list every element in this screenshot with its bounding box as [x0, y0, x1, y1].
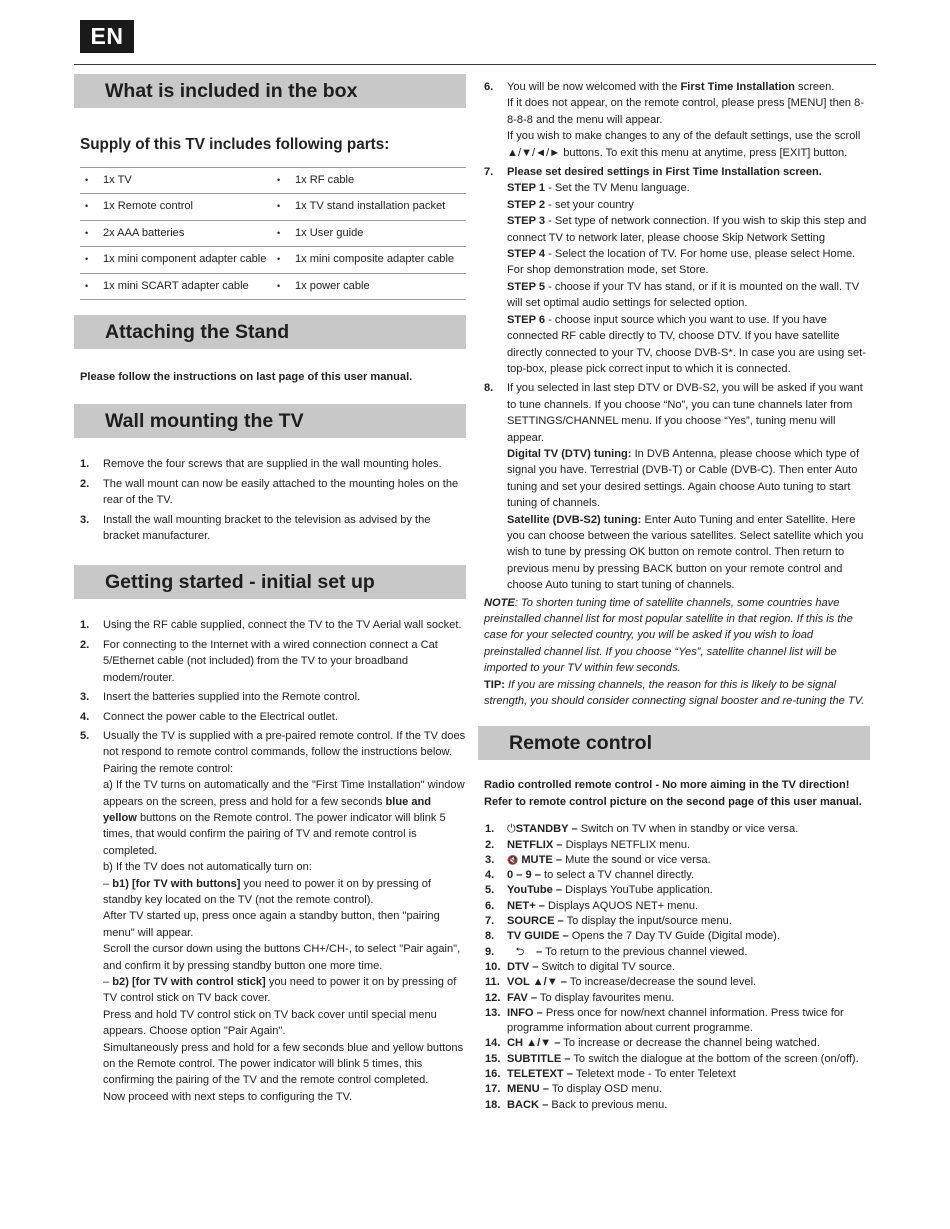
text-run: you need to power it on by pressing of TV control stick on TV back cover. [103, 976, 457, 1005]
step-text: The wall mount can now be easily attached to the mounting holes on the rear of the TV. [103, 477, 459, 507]
list-item [484, 1036, 870, 1051]
step-text: For connecting to the Internet with a wired connection connect a Cat 5/Ethernet cable (not included) from the TV to your broadband modem/router. [103, 638, 438, 684]
step-paragraph [507, 512, 870, 594]
item-number: 2. [485, 838, 495, 851]
bullet: • [272, 220, 295, 246]
key-label: YouTube – [507, 884, 563, 897]
key-label: TV GUIDE – [507, 930, 569, 943]
part-item: 1x TV stand installation packet [295, 194, 466, 220]
list-item [484, 868, 870, 883]
list-item [80, 512, 466, 545]
section-heading-stand: Attaching the Stand [74, 315, 466, 349]
key-label: NET+ – [507, 899, 545, 912]
note-label: NOTE [484, 596, 515, 609]
part-item: 1x RF cable [295, 168, 466, 194]
item-number: 6. [485, 899, 495, 912]
list-item [484, 380, 870, 593]
step-label: STEP 1 [507, 182, 546, 195]
key-label: MENU – [507, 1083, 549, 1096]
section-heading-wall: Wall mounting the TV [74, 404, 466, 438]
key-label: CH ▲/▼ – [507, 1037, 561, 1050]
key-description: Displays AQUOS NET+ menu. [548, 899, 699, 912]
emphasis: b2) [for TV with control stick] [112, 976, 266, 988]
note-text: : To shorten tuning time of satellite channels, some countries have preinstalled channel list for most popular satellite in that region. If this is the case for your selected country, you will be asked if you wish to load preinstalled channel list. If you choose “Yes”, satellite channel list will be imported to your TV within few seconds. [484, 596, 853, 675]
setup-steps-right [484, 79, 870, 594]
list-item [484, 883, 870, 898]
part-item: 2x AAA batteries [103, 220, 272, 246]
mute-icon: 🔇 [507, 854, 519, 865]
remote-intro: Radio controlled remote control - No more aiming in the TV direction! Refer to remote control picture on the second page of this user manual. [484, 779, 862, 808]
key-description: Switch on TV when in standby or vice versa. [580, 823, 799, 836]
step-number: 3. [80, 513, 90, 526]
item-number: 1. [485, 823, 495, 836]
key-label: DTV – [507, 960, 539, 973]
list-item [80, 617, 466, 633]
emphasis: b1) [for TV with buttons] [112, 877, 241, 890]
step-paragraph [507, 79, 870, 95]
list-item [484, 1052, 870, 1067]
step-number: 2. [80, 638, 90, 651]
table-row [80, 168, 466, 194]
key-description: Back to previous menu. [551, 1098, 668, 1111]
key-description: to select a TV channel directly. [544, 869, 695, 882]
key-label: MUTE – [521, 853, 562, 866]
key-description: Displays YouTube application. [565, 884, 713, 897]
list-item [484, 975, 870, 990]
list-item [80, 637, 466, 686]
section-heading-remote: Remote control [478, 726, 870, 760]
step-paragraph [103, 777, 466, 859]
item-number: 18. [485, 1098, 501, 1111]
step-text: Pairing the remote control: [103, 762, 234, 775]
list-item [484, 945, 870, 960]
list-item [80, 456, 466, 472]
emphasis: First Time Installation [680, 81, 795, 93]
item-number: 7. [485, 915, 495, 928]
list-item [484, 853, 870, 868]
text-run: a) If the TV turns on automatically and the "First Time Installation" window appears on the screen, press and hold for a few seconds [103, 779, 465, 808]
part-item: 1x mini composite adapter cable [295, 247, 466, 273]
tip-label: TIP: [484, 678, 505, 691]
step-paragraph [507, 180, 870, 196]
key-label: – [536, 945, 543, 958]
step-text: b) If the TV does not automatically turn on: [103, 861, 312, 874]
list-item [484, 1006, 870, 1037]
power-icon: ⏻ [507, 823, 516, 836]
step-paragraph [103, 974, 466, 1007]
list-item [484, 899, 870, 914]
emphasis: blue and yellow [103, 795, 432, 824]
part-item: 1x mini SCART adapter cable [103, 273, 272, 299]
step-label: STEP 4 [507, 248, 546, 261]
list-item [484, 164, 870, 377]
language-badge: EN [80, 20, 134, 53]
item-number: 3. [485, 853, 495, 866]
box-subheading: Supply of this TV includes following parts: [80, 136, 390, 153]
step-label: STEP 6 [507, 313, 546, 326]
table-row [80, 220, 466, 246]
part-item: 1x Remote control [103, 194, 272, 220]
list-item [484, 1098, 870, 1113]
step-label: Digital TV (DTV) tuning: [507, 447, 632, 460]
parts-table [80, 167, 466, 300]
tip-paragraph [484, 677, 870, 710]
item-number: 11. [485, 976, 500, 989]
key-label: BACK – [507, 1098, 549, 1111]
text-run: - choose input source which you want to use. If you have connected RF cable directly to TV, choose DTV. If you have satellite directly connected to your TV, choose DVB-S*. In case you are using set-top-box, please pick correct input to which it is connected. [507, 313, 866, 375]
part-item: 1x TV [103, 168, 272, 194]
text-run: – [103, 877, 110, 890]
key-label: FAV – [507, 991, 538, 1004]
key-description: To display the input/source menu. [566, 915, 732, 928]
key-label: SUBTITLE – [507, 1052, 571, 1065]
bullet: • [272, 168, 295, 194]
step-text: If you selected in last step DTV or DVB-S2, you will be asked if you want to tune channels. If you choose “No”, you can tune channels later from SETTINGS/CHANNEL menu. If you choose “Yes”, tuning menu will appear. [507, 382, 863, 444]
step-number: 6. [484, 81, 494, 93]
step-number: 5. [80, 729, 90, 742]
item-number: 15. [485, 1052, 501, 1065]
step-label: STEP 2 [507, 198, 546, 211]
key-description: To switch the dialogue at the bottom of the screen (on/off). [573, 1052, 859, 1065]
item-number: 5. [485, 884, 495, 897]
note-paragraph [484, 595, 854, 677]
text-run: screen. [798, 81, 835, 93]
list-item [484, 822, 870, 837]
step-text: Press and hold TV control stick on TV back cover until special menu appears. Choose option "Pair Again". [103, 1008, 437, 1038]
section-heading-setup: Getting started - initial set up [74, 565, 466, 599]
text-run: You will be now welcomed with the [507, 81, 678, 93]
right-column [478, 74, 870, 1113]
step-text: Connect the power cable to the Electrical outlet. [103, 710, 338, 723]
bullet: • [272, 273, 295, 299]
step-number: 1. [80, 619, 90, 632]
key-label: INFO – [507, 1006, 543, 1019]
step-number: 1. [80, 458, 90, 471]
key-label: VOL ▲/▼ – [507, 976, 567, 989]
list-item [80, 709, 466, 725]
step-text: Simultaneously press and hold for a few seconds blue and yellow buttons on the Remote control. The power indicator will blink 5 times, this confirming the pairing of the TV and the remote control completed. [103, 1041, 464, 1087]
part-item: 1x User guide [295, 220, 466, 246]
left-column [74, 74, 466, 1105]
step-label: STEP 3 [507, 215, 546, 228]
bullet: • [80, 220, 103, 246]
text-run: buttons on the Remote control. The power indicator will blink 5 times, that would confirm the pairing of TV and remote control is completed. [103, 811, 446, 857]
step-text: Now proceed with next steps to configuring the TV. [103, 1090, 353, 1103]
key-label: 0 – 9 – [507, 869, 541, 882]
key-description: Press once for now/next channel information. Press twice for programme information about current programme. [507, 1006, 844, 1035]
key-description: To increase/decrease the sound level. [569, 976, 757, 989]
part-item: 1x mini component adapter cable [103, 247, 272, 273]
item-number: 13. [485, 1006, 501, 1019]
list-item [80, 728, 466, 1105]
step-text: If you wish to make changes to any of the default settings, use the scroll ▲/▼/◄/► buttons. To exit this menu at anytime, press [EXIT] button. [507, 130, 861, 159]
return-icon: ⮌ [515, 945, 525, 958]
key-label: SOURCE – [507, 915, 564, 928]
list-item [80, 689, 466, 705]
bullet: • [272, 247, 295, 273]
text-run: – [103, 976, 110, 988]
list-item [484, 79, 870, 161]
step-label: Satellite (DVB-S2) tuning: [507, 513, 642, 526]
list-item [484, 1067, 870, 1082]
item-number: 10. [485, 960, 501, 973]
header-rule [74, 64, 876, 65]
bullet: • [272, 194, 295, 220]
key-label: NETFLIX – [507, 838, 563, 851]
step-paragraph [507, 197, 870, 213]
step-paragraph [507, 246, 870, 279]
list-item [484, 838, 870, 853]
text-run: - Select the location of TV. For home use, please select Home. For shop demonstration mode, set Store. [507, 248, 856, 277]
step-number: 4. [80, 710, 90, 723]
item-number: 14. [485, 1037, 501, 1050]
list-item [484, 1082, 870, 1097]
part-item: 1x power cable [295, 273, 466, 299]
key-description: To increase or decrease the channel being watched. [563, 1037, 820, 1050]
setup-steps-left [80, 617, 466, 1105]
key-description: Switch to digital TV source. [541, 960, 676, 973]
step-number: 8. [484, 382, 494, 395]
text-run: - set your country [548, 198, 634, 211]
text-run: - Set the TV Menu language. [548, 182, 690, 195]
key-description: To display favourites menu. [539, 991, 675, 1004]
step-paragraph [507, 312, 870, 378]
text-run: Enter Auto Tuning and enter Satellite. Here you can choose between the various satellites. Select satellite which you wish to tune by pressing OK button on remote control. Then return to previous menu by pressing BACK button on your remote control and choose Auto tuning to start tuning of channels. [507, 513, 864, 592]
wall-steps [80, 456, 466, 544]
section-heading-box: What is included in the box [74, 74, 466, 108]
step-number: 3. [80, 691, 90, 704]
step-paragraph [507, 279, 870, 312]
text-run: - Set type of network connection. If you wish to skip this step and connect TV to network later, please choose Skip Network Setting [507, 215, 867, 244]
step-text: Scroll the cursor down using the buttons CH+/CH-, to select "Pair again", and confirm it by pressing standby button one more time. [103, 943, 461, 972]
item-number: 17. [485, 1083, 501, 1096]
key-description: Mute the sound or vice versa. [565, 853, 711, 866]
key-description: Displays NETFLIX menu. [565, 838, 691, 851]
text-run: In DVB Antenna, please choose which type of signal you have. Terrestrial (DVB-T) or Cable (DVB-C). Then enter Auto tuning and set your desired settings. Again choose Auto tuning to start tuning of channels. [507, 447, 860, 510]
step-paragraph [507, 213, 870, 246]
step-text: Remove the four screws that are supplied in the wall mounting holes. [103, 458, 442, 471]
key-label: TELETEXT – [507, 1068, 573, 1080]
list-item [80, 476, 466, 509]
step-text: After TV started up, press once again a standby button, then "pairing menu" will appear. [103, 910, 440, 939]
bullet: • [80, 273, 103, 299]
table-row [80, 273, 466, 299]
tip-text: If you are missing channels, the reason for this is likely to be signal strength, you should consider connecting signal booster and re-tuning the TV. [484, 678, 865, 708]
list-item [484, 991, 870, 1006]
remote-buttons-list [484, 822, 870, 1113]
bullet: • [80, 247, 103, 273]
table-row [80, 194, 466, 220]
item-number: 12. [485, 991, 501, 1004]
table-row [80, 247, 466, 273]
step-label: STEP 5 [507, 280, 546, 293]
item-number: 9. [485, 945, 495, 958]
step-number: 2. [80, 477, 90, 490]
key-label: STANDBY – [515, 823, 578, 836]
stand-instructions: Please follow the instructions on last page of this user manual. [80, 371, 413, 384]
key-description: To display OSD menu. [551, 1083, 663, 1096]
step-paragraph [103, 876, 466, 909]
list-item [484, 914, 870, 929]
step-number: 7. [484, 166, 494, 179]
step-text: Using the RF cable supplied, connect the TV to the TV Aerial wall socket. [103, 619, 462, 632]
text-run: you need to power it on by pressing of standby key located on the TV (not the remote control). [103, 877, 432, 906]
key-description: Teletext mode - To enter Teletext [575, 1068, 736, 1080]
step-text: Usually the TV is supplied with a pre-paired remote control. If the TV does not respond to remote control commands, follow the instructions below. [103, 729, 466, 759]
step-text: Insert the batteries supplied into the Remote control. [103, 691, 361, 704]
list-item [484, 929, 870, 944]
step-text: Install the wall mounting bracket to the television as advised by the bracket manufacturer. [103, 513, 431, 543]
item-number: 16. [485, 1068, 501, 1080]
key-description: To return to the previous channel viewed. [545, 945, 748, 958]
key-description: Opens the 7 Day TV Guide (Digital mode). [571, 930, 780, 943]
item-number: 4. [485, 869, 495, 882]
bullet: • [80, 168, 103, 194]
list-item [484, 960, 870, 975]
step-title: Please set desired settings in First Time Installation screen. [507, 166, 822, 179]
step-text: If it does not appear, on the remote control, please press [MENU] then 8-8-8-8 and the menu will appear. [507, 97, 865, 126]
bullet: • [80, 194, 103, 220]
step-paragraph [507, 446, 870, 512]
text-run: - choose if your TV has stand, or if it is mounted on the wall. TV will set optimal audio settings for selected option. [507, 280, 860, 310]
item-number: 8. [485, 930, 495, 943]
